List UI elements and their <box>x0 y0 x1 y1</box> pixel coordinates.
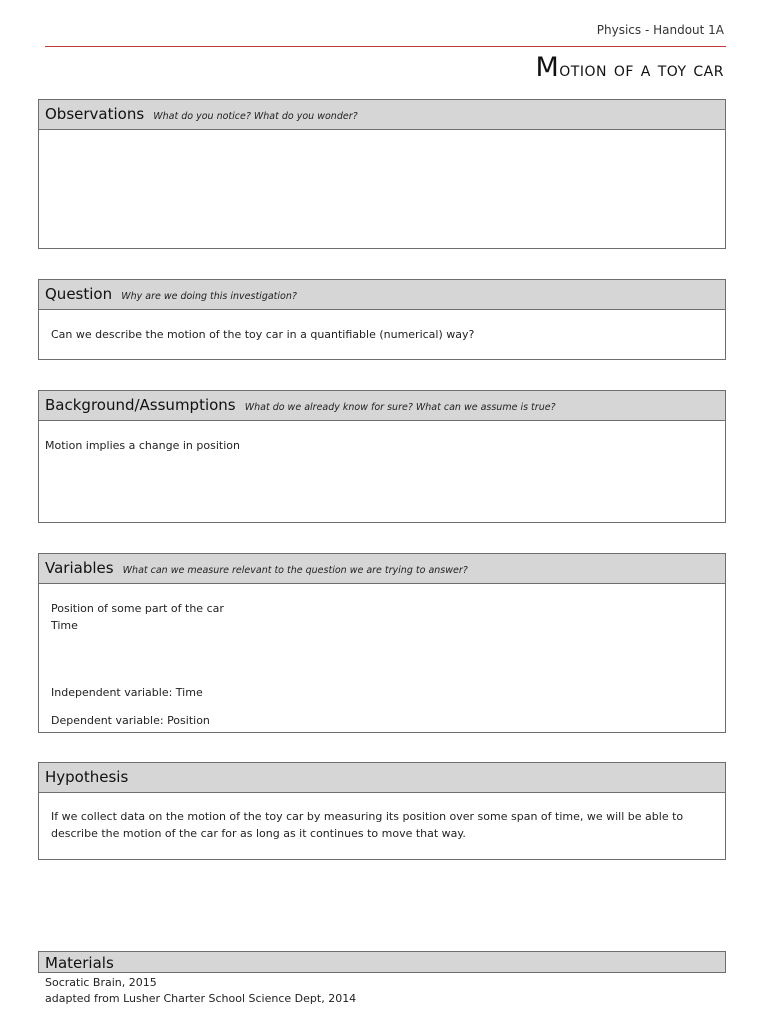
variables-body <box>39 584 725 732</box>
hypothesis-section <box>38 762 726 860</box>
independent-variable: Independent variable: Time <box>51 686 203 699</box>
materials-title: Materials <box>45 954 114 972</box>
question-body <box>39 310 725 343</box>
page-title-rest: otion of a toy car <box>559 57 724 81</box>
variable-position: Position of some part of the car <box>51 602 224 615</box>
footer-adapted: adapted from Lusher Charter School Science Dept, 2014 <box>45 992 357 1005</box>
background-hint: What do we already know for sure? What can we assume is true? <box>244 402 556 413</box>
variables-title: Variables <box>45 559 114 577</box>
materials-header <box>38 951 726 973</box>
question-title: Question <box>45 285 113 303</box>
hypothesis-line-2: describe the motion of the car for as long as it continues to move that way. <box>51 827 466 840</box>
observations-hint: What do you notice? What do you wonder? <box>153 111 358 122</box>
variables-hint: What can we measure relevant to the question we are trying to answer? <box>122 565 468 576</box>
question-header <box>39 280 725 310</box>
page-title <box>535 52 724 83</box>
footer-credit: Socratic Brain, 2015 <box>45 976 157 989</box>
header-rule <box>45 46 726 47</box>
variables-header <box>39 554 725 584</box>
question-text: Can we describe the motion of the toy car in a quantifiable (numerical) way? <box>51 328 475 341</box>
background-header <box>39 391 725 421</box>
observations-section <box>38 99 726 249</box>
footer <box>45 975 356 1007</box>
question-hint: Why are we doing this investigation? <box>121 291 297 302</box>
header-label: Physics - Handout 1A <box>596 23 724 37</box>
observations-title: Observations <box>45 105 145 123</box>
dependent-variable: Dependent variable: Position <box>51 714 210 727</box>
hypothesis-body <box>39 793 725 842</box>
hypothesis-header <box>39 763 725 793</box>
background-section <box>38 390 726 523</box>
hypothesis-line-1: If we collect data on the motion of the toy car by measuring its position over some span of time, we will be able to <box>51 810 684 823</box>
background-body <box>39 421 725 454</box>
question-section <box>38 279 726 360</box>
hypothesis-title: Hypothesis <box>45 768 129 786</box>
background-text: Motion implies a change in position <box>45 439 240 452</box>
page-title-initial: M <box>535 52 560 83</box>
background-title: Background/Assumptions <box>45 396 236 414</box>
variables-section <box>38 553 726 733</box>
variable-time: Time <box>51 619 78 632</box>
observations-body[interactable] <box>39 130 725 248</box>
observations-header <box>39 100 725 130</box>
